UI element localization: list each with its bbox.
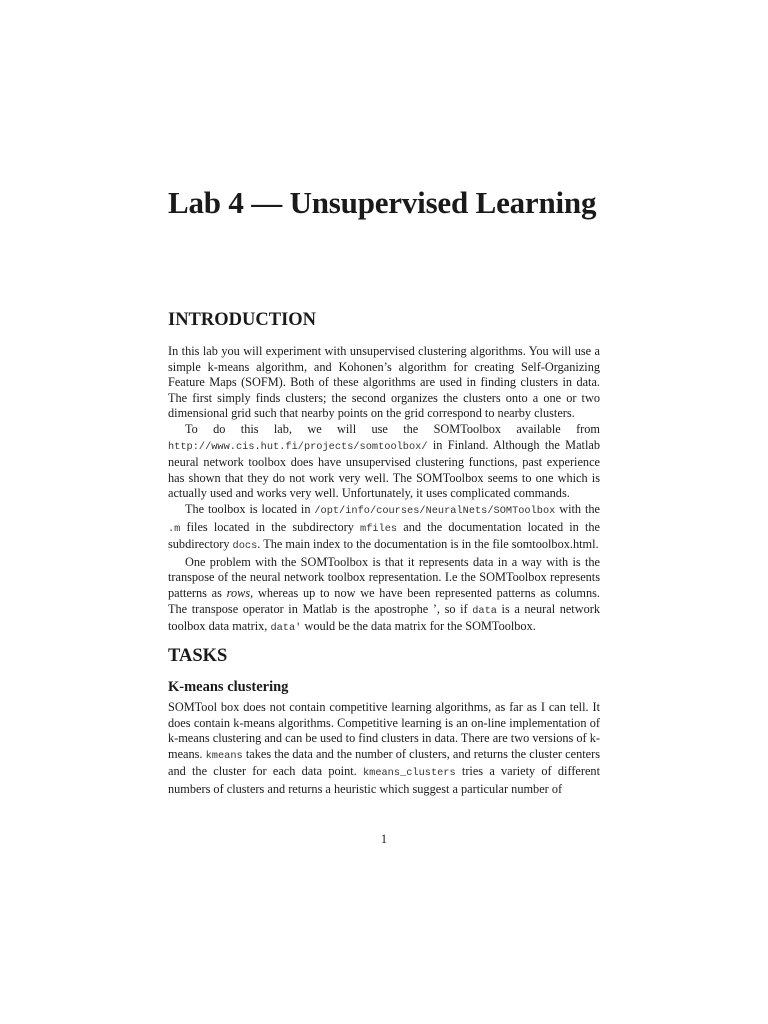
text-run: One problem with the SOMToolbox is that it represents data in a way with is the transpose of the neural network toolbox representation. I.e the SOMToolbox represents patterns as — [168, 554, 600, 600]
kmeans-subheading: K-means clustering — [168, 679, 289, 695]
text-run: would be the data matrix for the SOMToolbox. — [301, 619, 536, 634]
text-run: with the — [555, 501, 600, 516]
lab-title: Lab 4 — Unsupervised Learning — [168, 185, 597, 220]
text-run: in Finland. Although the Matlab neural network toolbox does have unsupervised clustering functions, past experience has shown that they do not work very well. The SOMToolbox seems to one which is actually used and works very well. Unfortunately, it uses complicated commands. — [168, 437, 600, 501]
text-run: takes the data and the number of clusters, and returns the cluster centers and the cluster for each data point. — [168, 746, 600, 779]
page-number: 1 — [380, 832, 388, 846]
text-run: . The main index to the documentation is in the file somtoolbox.html. — [257, 537, 599, 552]
text-run: To do this lab, we will use the SOMToolbox available from — [185, 421, 600, 436]
intro-paragraph-4 — [168, 555, 600, 637]
kmeans-clusters-code: kmeans_clusters — [362, 767, 456, 780]
m-extension: .m — [168, 522, 181, 535]
data-code: data — [472, 604, 497, 617]
text-run: The toolbox is located in — [185, 501, 315, 516]
somtoolbox-url: http://www.cis.hut.fi/projects/somtoolbox/ — [168, 440, 428, 453]
mfiles-dir: mfiles — [360, 522, 398, 535]
tasks-heading: TASKS — [168, 646, 228, 666]
intro-paragraph-1: In this lab you will experiment with unsupervised clustering algorithms. You will use a simple k-means algorithm, and Kohonen’s algorithm for creating Self-Organizing Feature Maps (SOFM). Both of these algorithms are used in finding clusters in data. The first simply finds clusters; the second organizes the clusters onto a one or two dimensional grid such that nearby points on the grid correspond to nearby clusters. — [168, 344, 600, 421]
text-run: is a neural network toolbox data matrix, — [168, 601, 600, 634]
docs-dir: docs — [232, 540, 258, 553]
rows-emphasis: rows — [226, 585, 251, 600]
toolbox-path: /opt/info/courses/NeuralNets/SOMToolbox — [314, 504, 556, 517]
text-run: SOMTool box does not contain competitive learning algorithms, as far as I can tell. It does contain k-means algorithms. Competitive learning is an on-line implementation of k-means clustering and can be used to find clusters in data. There are two versions of k-means. — [168, 700, 600, 761]
kmeans-code: kmeans — [205, 749, 243, 762]
document-page — [168, 0, 600, 1024]
text-run: and the documentation located in the subdirectory — [168, 519, 600, 552]
introduction-body — [168, 344, 600, 637]
tasks-paragraph-1 — [168, 700, 600, 798]
introduction-heading: INTRODUCTION — [168, 310, 317, 330]
tasks-body — [168, 700, 600, 798]
text-run: files located in the subdirectory — [180, 519, 361, 534]
data-transpose-code: data' — [270, 622, 302, 635]
text-run: , whereas up to now we have been represented patterns as columns. The transpose operator in Matlab is the apostrophe ’, so if — [168, 585, 600, 616]
intro-paragraph-2 — [168, 422, 600, 502]
text-run: tries a variety of different numbers of clusters and returns a heuristic which suggest a particular number of — [168, 764, 600, 796]
intro-paragraph-3 — [168, 502, 600, 555]
